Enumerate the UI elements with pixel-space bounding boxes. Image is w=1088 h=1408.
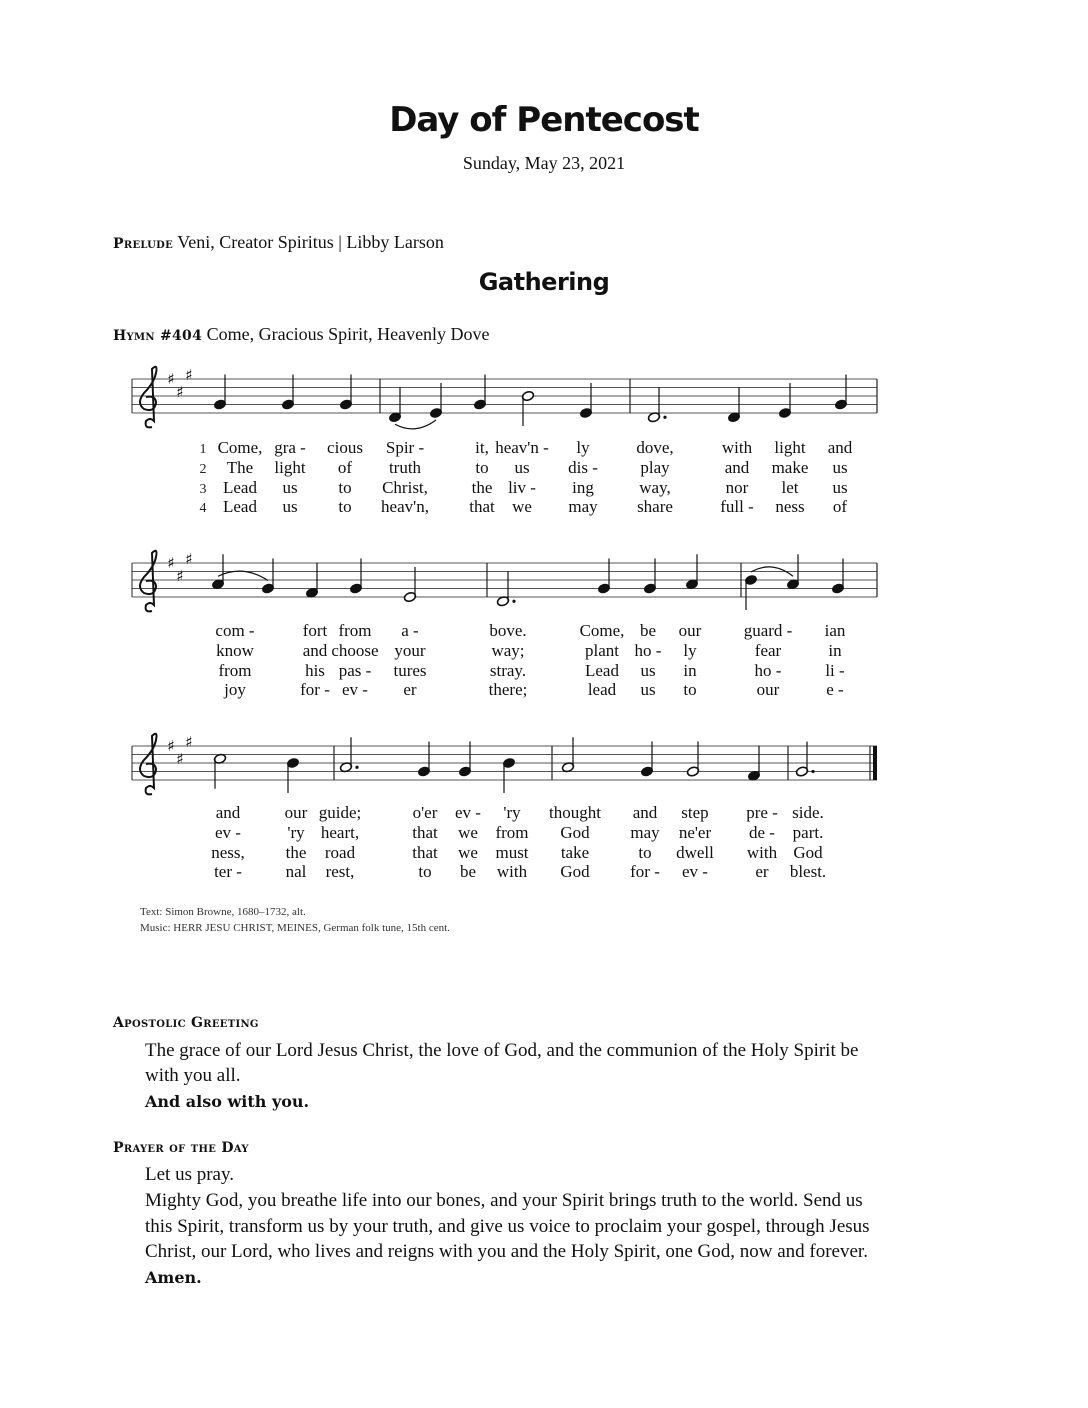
- lyric-syllable: rest,: [325, 862, 355, 881]
- lyric-syllable: the: [471, 478, 493, 497]
- lyric-syllable: dove,: [636, 438, 674, 457]
- lyric-syllable: lead: [587, 680, 617, 699]
- verse-number: 3: [199, 482, 207, 497]
- lyric-syllable: be: [639, 621, 657, 640]
- lyric-syllable: ter -: [214, 862, 242, 881]
- lyric-syllable: ing: [572, 478, 594, 497]
- dot: [811, 770, 814, 773]
- lyric-syllable: plant: [585, 641, 619, 660]
- lyric-syllable: er: [403, 680, 417, 699]
- sharp-icon: ♯: [167, 554, 175, 572]
- lyric-syllable: bove.: [489, 621, 527, 640]
- lyric-syllable: us: [514, 458, 530, 477]
- lyric-syllable: our: [756, 680, 780, 699]
- lyric-syllable: ev -: [682, 862, 708, 881]
- lyric-syllable: we: [458, 843, 478, 862]
- lyric-syllable: play: [640, 458, 670, 477]
- lyric-syllable: must: [495, 843, 529, 862]
- sharp-icon: ♯: [185, 549, 193, 568]
- lyric-syllable: liv -: [508, 478, 536, 497]
- lyric-syllable: for -: [300, 680, 330, 699]
- lyric-syllable: er: [755, 862, 769, 881]
- lyric-syllable: of: [337, 458, 353, 477]
- lyric-syllable: from: [338, 621, 372, 640]
- lyric-syllable: from: [495, 823, 529, 842]
- lyric-syllable: ly: [576, 438, 590, 457]
- lyric-syllable: that: [412, 843, 438, 862]
- treble-clef-icon: [140, 551, 157, 612]
- sharp-icon: ♯: [176, 566, 184, 585]
- dot: [355, 766, 358, 769]
- lyric-syllable: side.: [792, 803, 824, 822]
- slur: [395, 420, 436, 429]
- lyric-syllable: nor: [725, 478, 749, 497]
- lyric-syllable: and: [302, 641, 328, 660]
- prelude-composer: Libby Larson: [346, 232, 444, 252]
- lyric-syllable: Lead: [585, 661, 619, 680]
- lyric-syllable: truth: [388, 458, 422, 477]
- lyric-syllable: with: [746, 843, 778, 862]
- lyric-syllable: with: [496, 862, 528, 881]
- lyric-syllable: God: [560, 823, 590, 842]
- lyric-syllable: heav'n -: [495, 438, 549, 457]
- lyric-syllable: Christ,: [382, 478, 428, 497]
- lyric-syllable: God: [560, 862, 590, 881]
- prelude-piece: Veni, Creator Spiritus: [177, 232, 334, 252]
- lyric-syllable: to: [475, 458, 489, 477]
- lyric-syllable: Lead: [223, 478, 257, 497]
- lyric-syllable: us: [832, 478, 848, 497]
- lyric-syllable: ho -: [634, 641, 662, 660]
- lyric-syllable: make: [771, 458, 809, 477]
- lyric-syllable: tures: [393, 661, 427, 680]
- lyric-syllable: that: [469, 497, 495, 516]
- lyric-syllable: Come,: [579, 621, 625, 640]
- lyric-syllable: the: [285, 843, 307, 862]
- lyric-syllable: let: [781, 478, 799, 497]
- greeting-response: And also with you.: [145, 1092, 310, 1111]
- lyric-syllable: heav'n,: [381, 497, 429, 516]
- lyric-syllable: with: [721, 438, 753, 457]
- lyric-syllable: it,: [475, 438, 489, 457]
- lyric-syllable: pas -: [338, 661, 372, 680]
- lyric-syllable: light: [274, 458, 306, 477]
- lyric-syllable: nal: [285, 862, 307, 881]
- lyric-syllable: of: [832, 497, 848, 516]
- lyric-syllable: Spir -: [385, 438, 425, 457]
- lyric-syllable: step: [681, 803, 709, 822]
- verse-number: 2: [199, 462, 207, 477]
- hymn-title: Come, Gracious Spirit, Heavenly Dove: [206, 324, 490, 344]
- dot: [512, 600, 515, 603]
- lyric-syllable: ev -: [455, 803, 481, 822]
- lyric-syllable: 'ry: [287, 823, 305, 842]
- lyric-syllable: from: [218, 661, 252, 680]
- service-date: Sunday, May 23, 2021: [462, 153, 626, 173]
- prayer-line: Christ, our Lord, who lives and reigns with you and the Holy Spirit, one God, now and forever.: [145, 1241, 868, 1262]
- lyric-syllable: choose: [331, 641, 379, 660]
- lyric-syllable: us: [832, 458, 848, 477]
- lyric-syllable: road: [324, 843, 356, 862]
- dot: [663, 416, 666, 419]
- lyric-syllable: dis -: [568, 458, 598, 477]
- treble-clef-icon: [140, 367, 157, 428]
- lyric-syllable: The: [226, 458, 254, 477]
- lyric-syllable: to: [418, 862, 432, 881]
- prelude-label: Prelude: [113, 236, 174, 252]
- lyric-syllable: a -: [401, 621, 419, 640]
- lyric-syllable: us: [282, 478, 298, 497]
- sharp-icon: ♯: [176, 749, 184, 768]
- lyric-syllable: be: [459, 862, 477, 881]
- lyric-syllable: that: [412, 823, 438, 842]
- section-heading: Gathering: [478, 268, 610, 296]
- sharp-icon: ♯: [176, 382, 184, 401]
- sharp-icon: ♯: [167, 737, 175, 755]
- lyric-syllable: for -: [630, 862, 660, 881]
- lyric-syllable: to: [638, 843, 652, 862]
- lyric-syllable: ly: [683, 641, 697, 660]
- lyric-syllable: fear: [754, 641, 782, 660]
- lyric-syllable: stray.: [489, 661, 527, 680]
- lyric-syllable: our: [284, 803, 308, 822]
- hymn-label: Hymn #404: [113, 328, 203, 344]
- lyric-syllable: heart,: [320, 823, 360, 842]
- greeting-line: with you all.: [145, 1065, 241, 1086]
- lyric-syllable: us: [640, 661, 656, 680]
- lyric-syllable: 'ry: [503, 803, 521, 822]
- lyric-syllable: cious: [327, 438, 363, 457]
- treble-clef-icon: [140, 734, 157, 795]
- greeting-line: The grace of our Lord Jesus Christ, the love of God, and the communion of the Holy Spirit be: [145, 1040, 859, 1061]
- lyric-syllable: light: [774, 438, 806, 457]
- text-credit: Text: Simon Browne, 1680–1732, alt.: [140, 906, 306, 918]
- lyric-syllable: God: [793, 843, 823, 862]
- lyric-syllable: and: [827, 438, 853, 457]
- lyric-syllable: gra -: [274, 438, 306, 457]
- lyric-syllable: ne'er: [678, 823, 712, 842]
- lyric-syllable: us: [282, 497, 298, 516]
- lyric-syllable: us: [640, 680, 656, 699]
- sharp-icon: ♯: [185, 732, 193, 751]
- lyric-syllable: we: [512, 497, 532, 516]
- lyric-syllable: ev -: [215, 823, 241, 842]
- lyric-syllable: de -: [749, 823, 775, 842]
- lyric-syllable: li -: [825, 661, 845, 680]
- lyric-syllable: may: [568, 497, 598, 516]
- prelude-separator: |: [338, 232, 342, 252]
- lyric-syllable: full -: [720, 497, 754, 516]
- lyric-syllable: Lead: [223, 497, 257, 516]
- lyric-syllable: your: [394, 641, 426, 660]
- lyric-syllable: know: [216, 641, 254, 660]
- lyric-syllable: ev -: [342, 680, 368, 699]
- lyric-syllable: e -: [826, 680, 844, 699]
- lyric-syllable: way;: [491, 641, 525, 660]
- lyric-syllable: take: [560, 843, 590, 862]
- lyric-syllable: in: [683, 661, 697, 680]
- lyric-syllable: way,: [639, 478, 671, 497]
- lyric-syllable: ness,: [211, 843, 245, 862]
- prayer-response: Amen.: [145, 1268, 202, 1287]
- verse-number: 1: [199, 442, 207, 457]
- lyric-syllable: ian: [824, 621, 846, 640]
- final-barline-thick: [873, 746, 877, 780]
- prayer-of-the-day-heading: Prayer of the Day: [113, 1140, 249, 1156]
- lyric-syllable: his: [305, 661, 325, 680]
- lyric-syllable: to: [338, 497, 352, 516]
- lyric-syllable: ho -: [754, 661, 782, 680]
- lyric-syllable: thought: [549, 803, 601, 822]
- music-credit: Music: HERR JESU CHRIST, MEINES, German folk tune, 15th cent.: [140, 922, 450, 934]
- lyric-syllable: com -: [215, 621, 255, 640]
- lyric-syllable: joy: [224, 680, 246, 699]
- lyric-syllable: part.: [792, 823, 824, 842]
- sharp-icon: ♯: [167, 370, 175, 388]
- lyric-syllable: in: [828, 641, 842, 660]
- verse-number: 4: [199, 501, 207, 516]
- prayer-line: Let us pray.: [145, 1164, 234, 1185]
- lyric-syllable: and: [215, 803, 241, 822]
- lyric-syllable: there;: [488, 680, 528, 699]
- apostolic-greeting-heading: Apostolic Greeting: [113, 1015, 259, 1031]
- lyric-syllable: to: [683, 680, 697, 699]
- lyric-syllable: we: [458, 823, 478, 842]
- prayer-line: this Spirit, transform us by your truth, and give us voice to proclaim your gospel, through Jesus: [145, 1216, 870, 1237]
- lyric-syllable: blest.: [789, 862, 827, 881]
- lyric-syllable: Come,: [217, 438, 263, 457]
- lyric-syllable: guard -: [743, 621, 793, 640]
- lyric-syllable: o'er: [412, 803, 438, 822]
- lyric-syllable: may: [630, 823, 660, 842]
- slur: [218, 571, 268, 580]
- lyric-syllable: guide;: [318, 803, 362, 822]
- lyric-syllable: and: [724, 458, 750, 477]
- page-title: Day of Pentecost: [389, 100, 699, 140]
- lyric-syllable: share: [637, 497, 673, 516]
- lyric-syllable: fort: [302, 621, 328, 640]
- lyric-syllable: ness: [775, 497, 805, 516]
- prayer-line: Mighty God, you breathe life into our bones, and your Spirit brings truth to the world. Send us: [145, 1190, 863, 1211]
- lyric-syllable: dwell: [676, 843, 714, 862]
- sharp-icon: ♯: [185, 365, 193, 384]
- lyric-syllable: to: [338, 478, 352, 497]
- lyric-syllable: pre -: [746, 803, 778, 822]
- lyric-syllable: and: [632, 803, 658, 822]
- lyric-syllable: our: [678, 621, 702, 640]
